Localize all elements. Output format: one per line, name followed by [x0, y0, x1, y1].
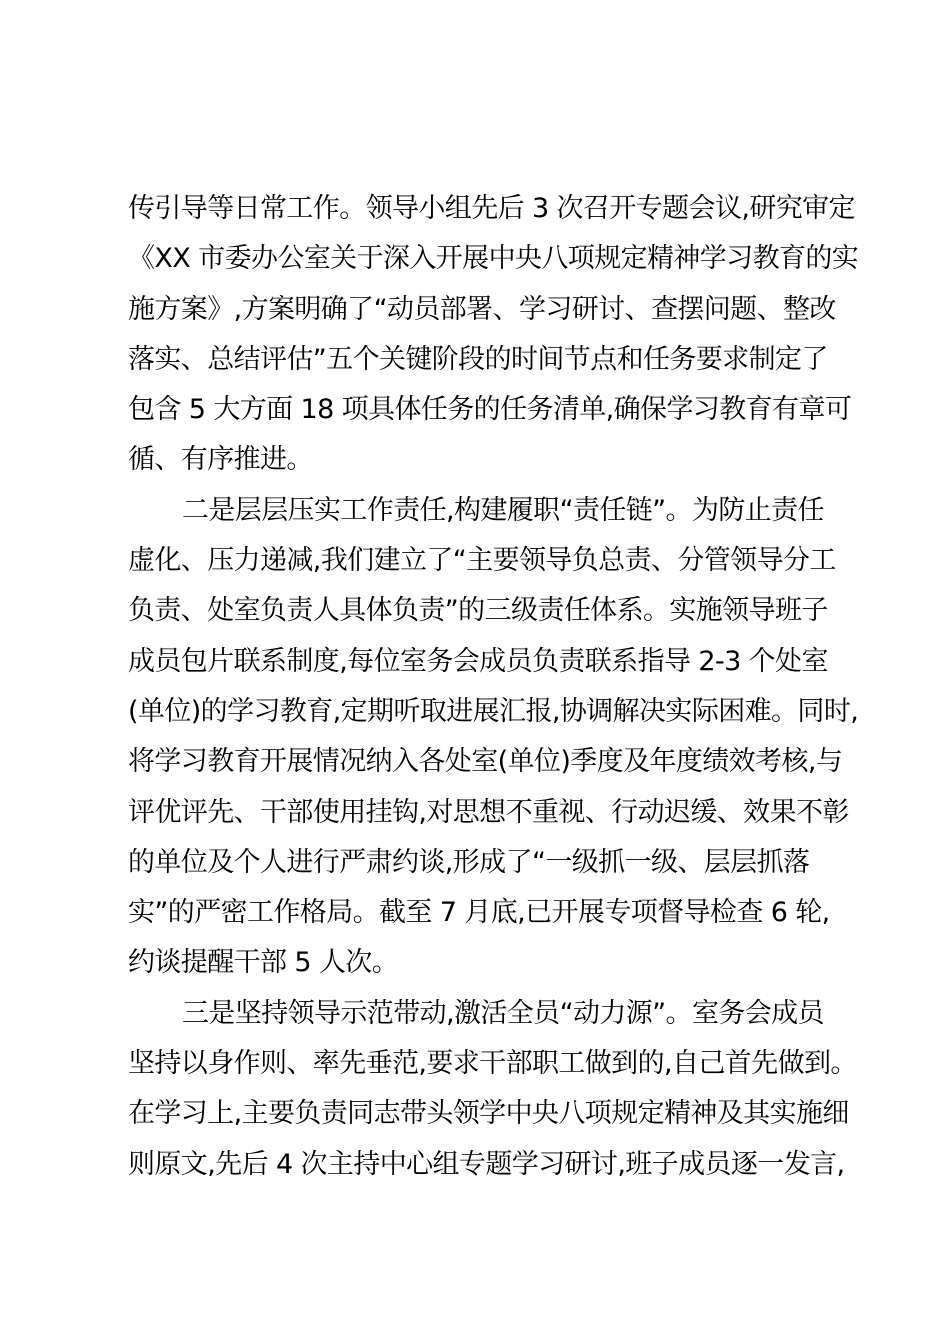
text-line: 传引导等日常工作。领导小组先后 3 次召开专题会议,研究审定 — [128, 193, 855, 224]
document-body — [128, 184, 859, 1190]
text-line: 负责、处室负责人具体负责”的三级责任体系。实施领导班子 — [128, 595, 828, 627]
text-line: 在学习上,主要负责同志带头领学中央八项规定精神及其实施细 — [128, 1098, 849, 1130]
text-line: 将学习教育开展情况纳入各处室(单位)季度及年度绩效考核,与 — [128, 746, 843, 778]
paragraph-first-line: 三是坚持领导示范带动,激活全员“动力源”。室务会成员 — [182, 997, 824, 1029]
text-line: 约谈提醒干部 5 人次。 — [128, 947, 399, 979]
paragraph-first-line: 二是层层压实工作责任,构建履职“责任链”。为防止责任 — [182, 494, 824, 526]
text-line: 循、有序推进。 — [128, 444, 313, 476]
text-line: 落实、总结评估”五个关键阶段的时间节点和任务要求制定了 — [128, 343, 828, 375]
text-line: 《XX 市委办公室关于深入开展中央八项规定精神学习教育的实 — [128, 243, 859, 275]
text-line: 则原文,先后 4 次主持中心组专题学习研讨,班子成员逐一发言, — [128, 1148, 845, 1180]
text-line: 评优评先、干部使用挂钩,对思想不重视、行动迟缓、效果不彰 — [128, 796, 849, 828]
text-line: 包含 5 大方面 18 项具体任务的任务清单,确保学习教育有章可 — [128, 394, 852, 426]
text-line: 实”的严密工作格局。截至 7 月底,已开展专项督导检查 6 轮, — [128, 897, 830, 929]
text-line: 施方案》,方案明确了“动员部署、学习研讨、查摆问题、整改 — [128, 293, 836, 325]
text-line: (单位)的学习教育,定期听取进展汇报,协调解决实际困难。同时, — [128, 695, 859, 727]
text-line: 成员包片联系制度,每位室务会成员负责联系指导 2-3 个处室 — [128, 645, 828, 677]
text-line: 坚持以身作则、率先垂范,要求干部职工做到的,自己首先做到。 — [128, 1048, 857, 1080]
text-line: 虚化、压力递减,我们建立了“主要领导负总责、分管领导分工 — [128, 545, 836, 577]
text-line: 的单位及个人进行严肃约谈,形成了“一级抓一级、层层抓落 — [128, 846, 810, 878]
